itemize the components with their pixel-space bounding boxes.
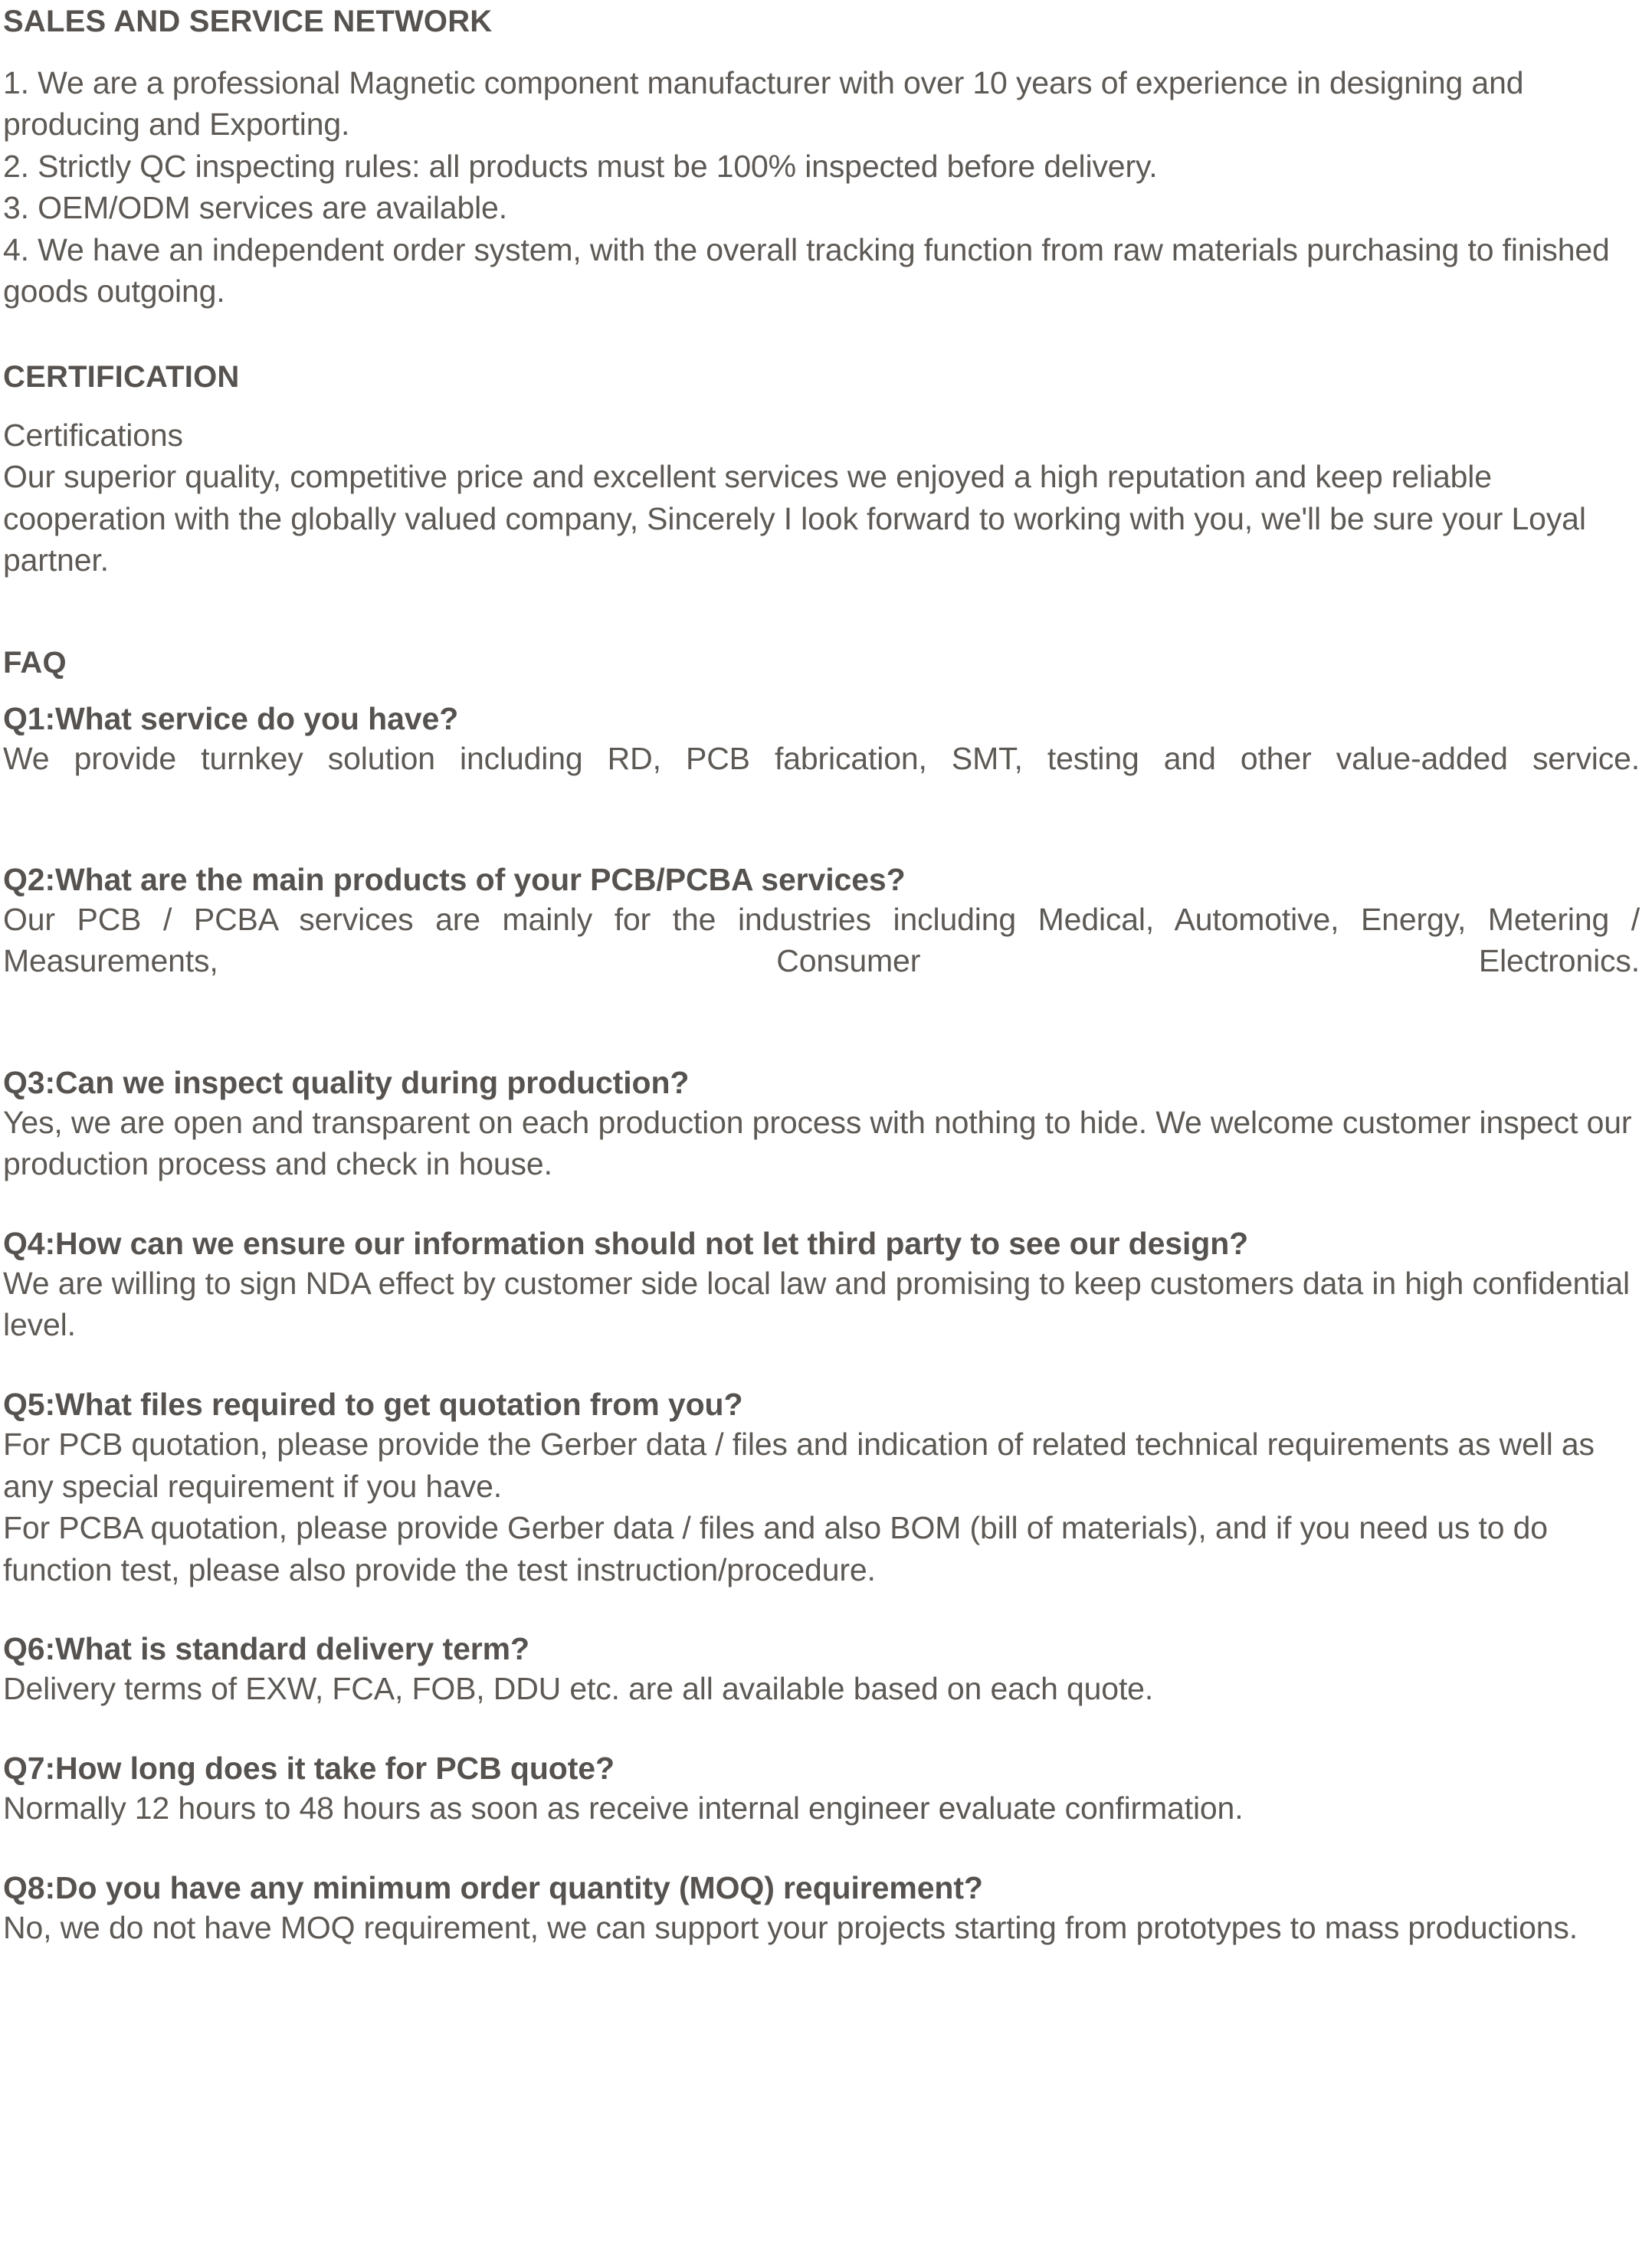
spacer — [3, 821, 1640, 861]
sales-and-service-network-section — [3, 5, 1640, 313]
spacer — [3, 690, 1640, 700]
spacer — [3, 1710, 1640, 1750]
faq-question-q4: Q4:How can we ensure our information should not let third party to see our design? — [3, 1225, 1249, 1261]
faq-question-q2: Q2:What are the main products of your PCB/PCBA services? — [3, 861, 906, 897]
faq-item-q1 — [3, 700, 1640, 821]
certification-body: Our superior quality, competitive price and excellent services we enjoyed a high reputation and keep reliable cooperation with the globally valued company, Sincerely I look forward to working with you, we'll be sure your Loyal partner. — [3, 459, 1586, 578]
spacer — [3, 581, 1640, 646]
faq-answer-q8: No, we do not have MOQ requirement, we can support your projects starting from prototypes to mass productions. — [3, 1909, 1578, 1945]
faq-answer-q5-part1: For PCB quotation, please provide the Gerber data / files and indication of related technical requirements as well as any special requirement if you have. — [3, 1427, 1595, 1504]
faq-answer-q7: Normally 12 hours to 48 hours as soon as receive internal engineer evaluate confirmation. — [3, 1790, 1244, 1826]
faq-item-q6 — [3, 1630, 1640, 1710]
faq-item-q3 — [3, 1064, 1640, 1185]
faq-question-q6: Q6:What is standard delivery term? — [3, 1631, 529, 1667]
faq-item-q8 — [3, 1869, 1640, 1949]
faq-answer-q4: We are willing to sign NDA effect by customer side local law and promising to keep customers data in high confidential level. — [3, 1265, 1630, 1343]
spacer — [3, 313, 1640, 360]
faq-item-q2 — [3, 861, 1640, 1024]
faq-answer-q6: Delivery terms of EXW, FCA, FOB, DDU etc. are all available based on each quote. — [3, 1671, 1154, 1707]
spacer — [3, 1830, 1640, 1869]
faq-answer-q3: Yes, we are open and transparent on each production process with nothing to hide. We welcome customer inspect our production process and check in house. — [3, 1104, 1632, 1182]
sales-item-3: 3. OEM/ODM services are available. — [3, 190, 507, 226]
certification-subheading: Certifications — [3, 417, 183, 453]
sales-item-2: 2. Strictly QC inspecting rules: all products must be 100% inspected before delivery. — [3, 148, 1158, 184]
faq-answer-q2: Our PCB / PCBA services are mainly for the industries including Medical, Automotive, Energy, Metering / Measurements, Consumer Electronics. — [3, 901, 1640, 979]
spacer — [3, 1346, 1640, 1386]
faq-item-q5 — [3, 1386, 1640, 1590]
spacer — [3, 1024, 1640, 1064]
faq-section — [3, 646, 1640, 1949]
certification-section-heading: CERTIFICATION — [3, 359, 240, 394]
faq-question-q1: Q1:What service do you have? — [3, 700, 459, 736]
faq-question-q8: Q8:Do you have any minimum order quantity (MOQ) requirement? — [3, 1869, 983, 1905]
faq-item-q7 — [3, 1750, 1640, 1830]
sales-section-heading: SALES AND SERVICE NETWORK — [3, 5, 493, 38]
faq-answer-q1: We provide turnkey solution including RD, PCB fabrication, SMT, testing and other value-added service. — [3, 740, 1640, 776]
faq-question-q7: Q7:How long does it take for PCB quote? — [3, 1750, 615, 1786]
faq-question-q3: Q3:Can we inspect quality during production? — [3, 1064, 690, 1100]
sales-items-list — [3, 62, 1640, 313]
faq-item-q4 — [3, 1225, 1640, 1346]
spacer — [3, 1185, 1640, 1225]
faq-section-heading: FAQ — [3, 645, 67, 680]
faq-answer-q5-part2: For PCBA quotation, please provide Gerber data / files and also BOM (bill of materials), and if you need us to do function test, please also provide the test instruction/procedure. — [3, 1510, 1548, 1587]
sales-item-1: 1. We are a professional Magnetic component manufacturer with over 10 years of experience in designing and producing and Exporting. — [3, 64, 1524, 143]
sales-item-4: 4. We have an independent order system, with the overall tracking function from raw materials purchasing to finished goods outgoing. — [3, 231, 1610, 310]
certification-section — [3, 360, 1640, 581]
spacer — [3, 1590, 1640, 1630]
spacer — [3, 48, 1640, 62]
spacer — [3, 404, 1640, 414]
faq-question-q5: Q5:What files required to get quotation from you? — [3, 1386, 743, 1422]
